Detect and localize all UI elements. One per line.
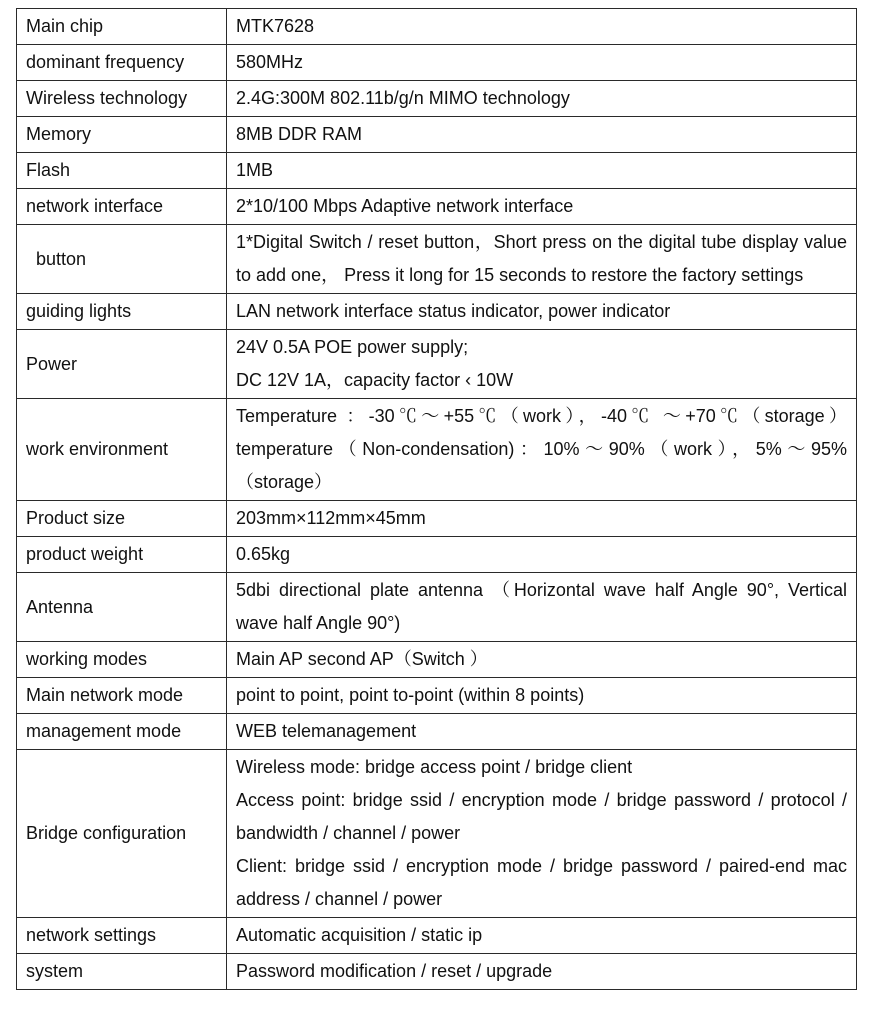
spec-key: network settings	[17, 918, 227, 954]
spec-value-line: 5dbi directional plate antenna （Horizontal wave half Angle 90°, Vertical wave half Angle 90°)	[236, 580, 847, 633]
spec-value	[227, 225, 857, 294]
spec-value-line: Wireless mode: bridge access point / bridge client	[236, 757, 633, 777]
spec-key: working modes	[17, 642, 227, 678]
spec-value-line: 1MB	[236, 160, 274, 180]
spec-key: work environment	[17, 399, 227, 501]
spec-value-line: Access point: bridge ssid / encryption mode / bridge password / protocol / bandwidth / channel / power	[236, 790, 847, 843]
spec-value-line: 203mm×112mm×45mm	[236, 508, 426, 528]
spec-key: dominant frequency	[17, 45, 227, 81]
spec-value-line: DC 12V 1A，capacity factor ‹ 10W	[236, 370, 514, 390]
spec-value	[227, 954, 857, 990]
table-row	[17, 81, 857, 117]
spec-value	[227, 750, 857, 918]
spec-value-line: Password modification / reset / upgrade	[236, 961, 553, 981]
spec-value	[227, 642, 857, 678]
spec-value-line: MTK7628	[236, 16, 315, 36]
spec-value-line: 0.65kg	[236, 544, 291, 564]
spec-value	[227, 294, 857, 330]
spec-value	[227, 153, 857, 189]
spec-value-line: WEB telemanagement	[236, 721, 417, 741]
spec-value-line: 580MHz	[236, 52, 304, 72]
table-row	[17, 750, 857, 918]
table-row	[17, 501, 857, 537]
spec-sheet	[16, 8, 857, 990]
table-row	[17, 678, 857, 714]
spec-key: Wireless technology	[17, 81, 227, 117]
table-row	[17, 330, 857, 399]
spec-key: Main chip	[17, 9, 227, 45]
spec-key: Bridge configuration	[17, 750, 227, 918]
spec-value	[227, 81, 857, 117]
spec-key: network interface	[17, 189, 227, 225]
spec-value	[227, 678, 857, 714]
spec-value	[227, 330, 857, 399]
spec-key: system	[17, 954, 227, 990]
table-row	[17, 9, 857, 45]
spec-key: Antenna	[17, 573, 227, 642]
spec-key: Flash	[17, 153, 227, 189]
spec-value-line: Temperature ：-30℃～+55℃（work），-40℃ ～+70℃（storage） temperature（Non-condensation)：10%～90%（work），5%～95%（storage）	[236, 406, 847, 492]
spec-value	[227, 573, 857, 642]
spec-value	[227, 501, 857, 537]
table-row	[17, 45, 857, 81]
table-row	[17, 537, 857, 573]
table-row	[17, 918, 857, 954]
spec-value	[227, 117, 857, 153]
spec-value	[227, 45, 857, 81]
table-row	[17, 294, 857, 330]
spec-value	[227, 399, 857, 501]
spec-key: product weight	[17, 537, 227, 573]
table-row	[17, 714, 857, 750]
spec-value-line: 2*10/100 Mbps Adaptive network interface	[236, 196, 574, 216]
spec-key: Memory	[17, 117, 227, 153]
table-row	[17, 573, 857, 642]
spec-value-line: LAN network interface status indicator, power indicator	[236, 301, 671, 321]
table-row	[17, 399, 857, 501]
spec-value-line: 24V 0.5A POE power supply;	[236, 337, 469, 357]
spec-key: Product size	[17, 501, 227, 537]
table-row	[17, 153, 857, 189]
spec-value	[227, 537, 857, 573]
spec-value-line: point to point, point to-point (within 8 points)	[236, 685, 585, 705]
spec-value-line: 8MB DDR RAM	[236, 124, 363, 144]
spec-value	[227, 918, 857, 954]
table-row	[17, 189, 857, 225]
table-row	[17, 225, 857, 294]
table-row	[17, 954, 857, 990]
spec-key-label: button	[36, 248, 87, 269]
spec-table-body	[17, 9, 857, 990]
spec-value-line: Automatic acquisition / static ip	[236, 925, 483, 945]
spec-value	[227, 714, 857, 750]
spec-value-line: Main AP second AP（Switch ）	[236, 649, 488, 669]
spec-value-line: 2.4G:300M 802.11b/g/n MIMO technology	[236, 88, 570, 108]
spec-value-line: Client: bridge ssid / encryption mode / bridge password / paired-end mac address / channel / power	[236, 856, 847, 909]
spec-value	[227, 189, 857, 225]
spec-key	[17, 225, 227, 294]
spec-value-line: 1*Digital Switch / reset button，Short press on the digital tube display value to add one， Press it long for 15 seconds to restore the factory settings	[236, 232, 847, 285]
table-row	[17, 642, 857, 678]
spec-value	[227, 9, 857, 45]
spec-key: Main network mode	[17, 678, 227, 714]
spec-key: Power	[17, 330, 227, 399]
spec-key: guiding lights	[17, 294, 227, 330]
spec-table	[16, 8, 857, 990]
spec-key: management mode	[17, 714, 227, 750]
table-row	[17, 117, 857, 153]
